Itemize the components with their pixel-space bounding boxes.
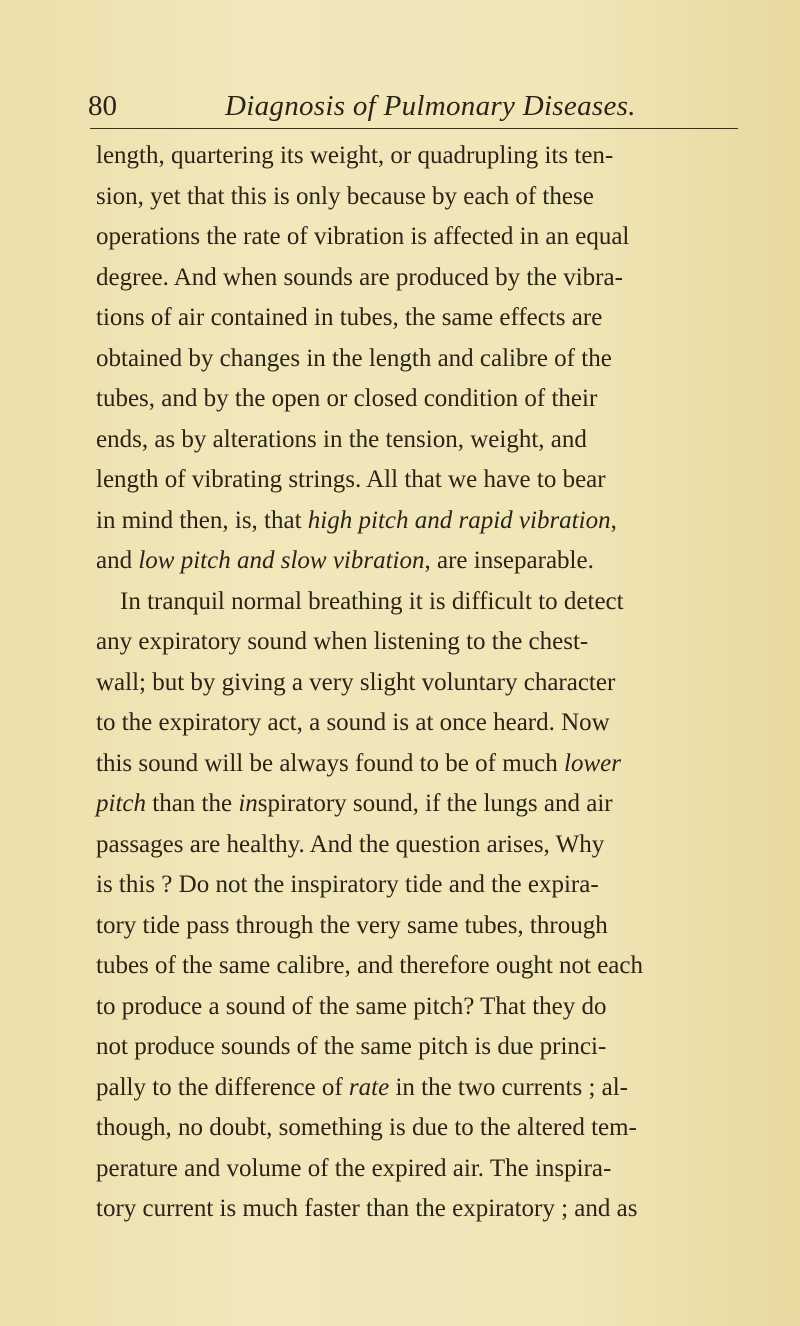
- text-run: spiratory sound, if the lungs and air: [257, 790, 613, 817]
- text-run: than the: [146, 790, 239, 817]
- italic-run: lower: [564, 749, 621, 777]
- text-line: degree. And when sounds are produced by the vibra-: [96, 263, 623, 291]
- text-run: pally to the difference of: [96, 1073, 349, 1101]
- text-line: [96, 501, 617, 541]
- text-line: tions of air contained in tubes, the same effects are: [96, 304, 603, 331]
- text-line: operations the rate of vibration is affected in an equal: [96, 223, 630, 250]
- italic-run: high pitch and rapid vibration: [307, 506, 611, 534]
- text-line: [96, 744, 621, 784]
- text-line: length of vibrating strings. All that we have to bear: [96, 466, 606, 493]
- text-line: wall; but by giving a very slight voluntary character: [96, 668, 616, 696]
- text-run: , are inseparable.: [424, 547, 594, 574]
- text-line: though, no doubt, something is due to the altered tem-: [96, 1114, 637, 1141]
- text-line: [96, 784, 613, 824]
- text-line: [96, 1068, 628, 1108]
- text-line: sion, yet that this is only because by each of these: [96, 182, 594, 210]
- text-run: in mind then, is, that: [96, 506, 308, 534]
- page-number: 80: [88, 90, 117, 122]
- text-run: in the two currents ; al-: [389, 1073, 629, 1101]
- text-line: to the expiratory act, a sound is at once heard. Now: [96, 709, 610, 736]
- text-line: tory current is much faster than the expiratory ; and as: [96, 1195, 638, 1222]
- text-line: tory tide pass through the very same tubes, through: [96, 911, 608, 939]
- text-line: perature and volume of the expired air. The inspira-: [96, 1154, 612, 1182]
- text-line: not produce sounds of the same pitch is due princi-: [96, 1033, 607, 1060]
- text-run: ,: [610, 506, 617, 534]
- italic-run: low pitch and slow vibration: [138, 547, 425, 574]
- italic-run: rate: [348, 1073, 390, 1101]
- text-run: and: [96, 547, 139, 574]
- text-line: In tranquil normal breathing it is difficult to detect: [120, 587, 624, 615]
- text-line: tubes of the same calibre, and therefore ought not each: [96, 952, 643, 979]
- text-line: to produce a sound of the same pitch? That they do: [96, 992, 607, 1020]
- italic-run: in: [238, 790, 258, 817]
- text-line: is this ? Do not the inspiratory tide and the expira-: [96, 871, 599, 898]
- text-line: tubes, and by the open or closed condition of their: [96, 385, 598, 412]
- header-rule: [90, 128, 738, 129]
- text-line: passages are healthy. And the question arises, Why: [96, 830, 605, 858]
- running-header: [88, 90, 748, 130]
- text-run: this sound will be always found to be of much: [96, 749, 564, 777]
- italic-run: pitch: [96, 790, 146, 817]
- text-line: any expiratory sound when listening to the chest-: [96, 628, 589, 655]
- text-line: ends, as by alterations in the tension, weight, and: [96, 425, 587, 453]
- running-title: Diagnosis of Pulmonary Diseases.: [225, 90, 636, 122]
- text-line: [96, 541, 594, 581]
- text-line: length, quartering its weight, or quadrupling its ten-: [96, 142, 614, 169]
- text-line: obtained by changes in the length and calibre of the: [96, 344, 612, 372]
